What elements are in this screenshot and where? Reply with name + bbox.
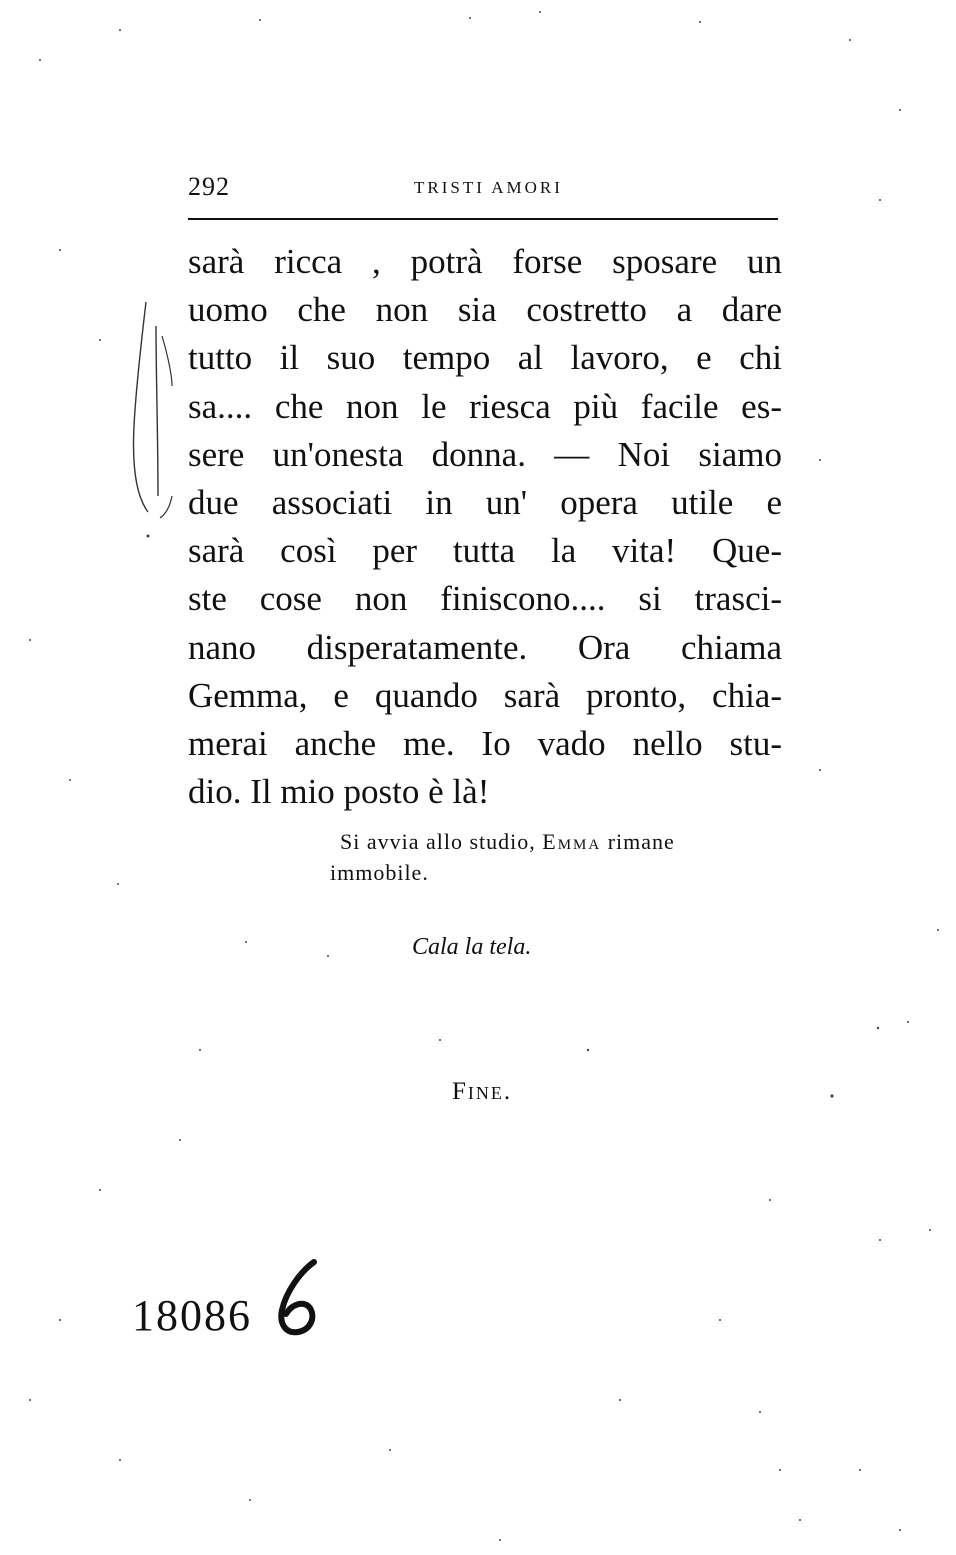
stage-direction-text: rimane [607,829,675,854]
text-line: uomo che non sia costretto a dare [188,290,782,330]
stage-direction [330,826,782,888]
header-rule [188,218,778,220]
text-line: sarà così per tutta la vita! Que- [188,531,782,571]
stage-direction-line [330,826,782,857]
body-text [188,238,782,816]
text-line: sere un'onesta donna. — Noi siamo [188,434,782,474]
text-line: due associati in un' opera utile e [188,483,782,523]
page-number: 292 [188,172,230,201]
stage-direction-line: immobile. [330,860,429,885]
text-line: Gemma, e quando sarà pronto, chia- [188,675,782,715]
text-line: dio. Il mio posto è là! [188,772,490,812]
handwritten-digit-stamp [270,1258,330,1338]
text-line: merai anche me. Io vado nello stu- [188,724,782,764]
text-line: sarà ricca , potrà forse sposare un [188,242,782,281]
text-line: ste cose non finiscono.... si trasci- [188,579,782,619]
inventory-number: 18086 [132,1291,252,1340]
character-name: Emma [542,829,602,854]
text-line: nano disperatamente. Ora chiama [188,627,782,667]
curtain-line: Cala la tela. [412,934,532,960]
stage-direction-text: Si avvia allo studio, [340,829,536,854]
text-line: sa.... che non le riesca più facile es- [188,386,782,426]
margin-pencil-mark [122,296,182,526]
text-line: tutto il suo tempo al lavoro, e chi [188,338,782,378]
end-mark: Fine. [452,1078,513,1105]
running-title: TRISTI AMORI [414,178,563,197]
